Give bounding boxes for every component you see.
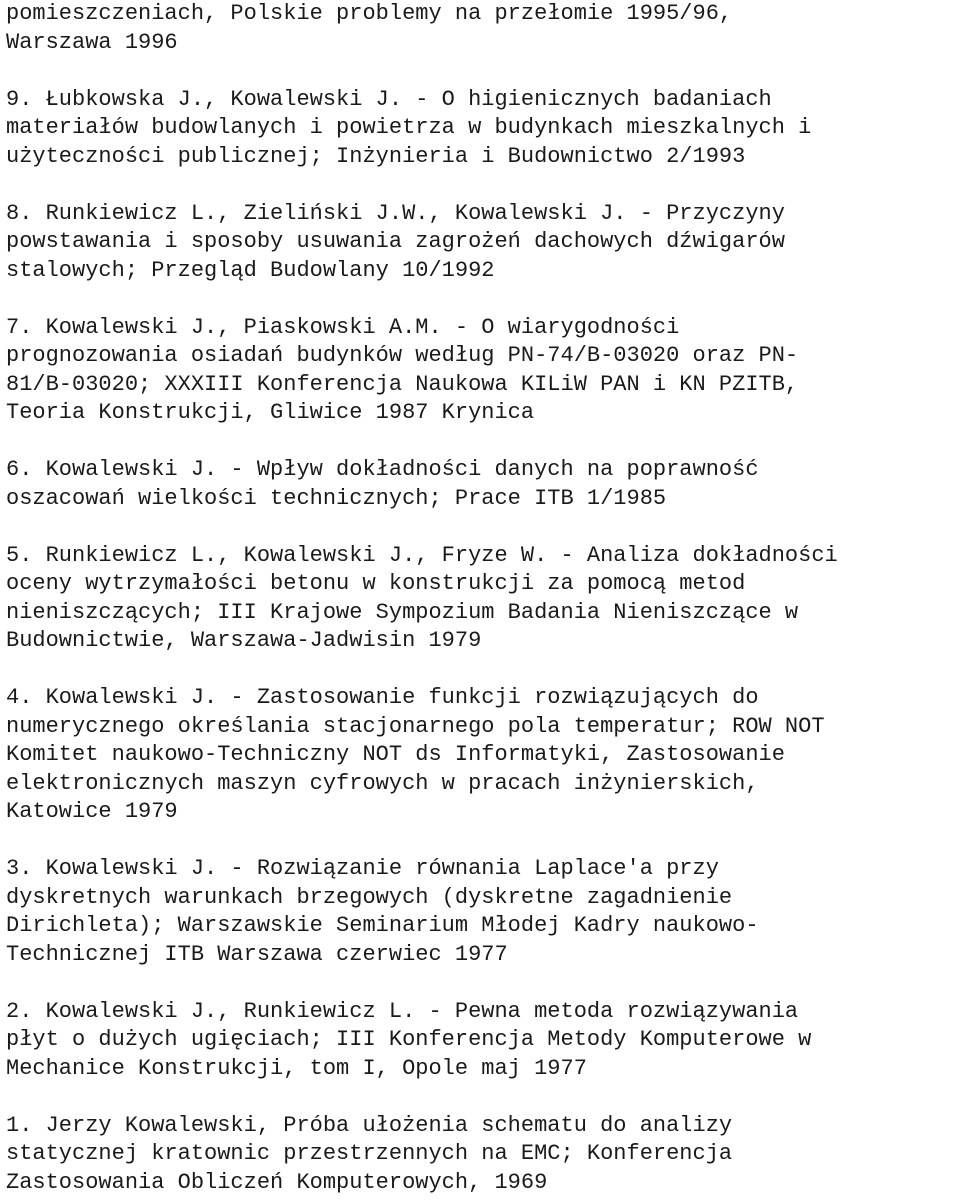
reference-line: Zastosowania Obliczeń Komputerowych, 1969 xyxy=(6,1169,548,1195)
reference-entry-9 xyxy=(6,86,958,172)
reference-line: Dirichleta); Warszawskie Seminarium Młodej Kadry naukowo- xyxy=(6,913,759,938)
reference-line: 3. Kowalewski J. - Rozwiązanie równania Laplace'a przy xyxy=(6,856,719,881)
entry-spacer xyxy=(6,428,958,457)
reference-line: elektronicznych maszyn cyfrowych w pracach inżynierskich, xyxy=(6,770,759,796)
reference-line: statycznej kratownic przestrzennych na EMC; Konferencja xyxy=(6,1141,733,1166)
reference-line: Budownictwie, Warszawa-Jadwisin 1979 xyxy=(6,628,482,653)
reference-line: 4. Kowalewski J. - Zastosowanie funkcji rozwiązujących do xyxy=(6,685,759,710)
entry-spacer xyxy=(6,969,958,998)
reference-line: użyteczności publicznej; Inżynieria i Budownictwo 2/1993 xyxy=(6,143,746,169)
reference-entry-continued xyxy=(6,0,958,57)
entry-spacer xyxy=(6,656,958,685)
entry-spacer xyxy=(6,57,958,86)
reference-line: 81/B-03020; XXXIII Konferencja Naukowa KILiW PAN i KN PZITB, xyxy=(6,371,799,397)
reference-line: dyskretnych warunkach brzegowych (dyskretne zagadnienie xyxy=(6,884,733,910)
reference-line: płyt o dużych ugięciach; III Konferencja Metody Komputerowe w xyxy=(6,1027,812,1052)
reference-line: numerycznego określania stacjonarnego pola temperatur; ROW NOT xyxy=(6,713,825,739)
reference-entry-6 xyxy=(6,456,958,513)
reference-line: powstawania i sposoby usuwania zagrożeń dachowych dźwigarów xyxy=(6,229,785,254)
reference-line: pomieszczeniach, Polskie problemy na przełomie 1995/96, xyxy=(6,1,733,26)
bibliography-page xyxy=(6,0,958,1197)
entry-spacer xyxy=(6,1083,958,1112)
reference-line: 9. Łubkowska J., Kowalewski J. - O higienicznych badaniach xyxy=(6,86,772,112)
entry-spacer xyxy=(6,171,958,200)
reference-line: oceny wytrzymałości betonu w konstrukcji za pomocą metod xyxy=(6,571,746,596)
entry-spacer xyxy=(6,827,958,856)
reference-entry-5 xyxy=(6,542,958,656)
reference-line: Mechanice Konstrukcji, tom I, Opole maj 1977 xyxy=(6,1055,587,1081)
reference-line: 6. Kowalewski J. - Wpływ dokładności danych na poprawność xyxy=(6,457,759,482)
reference-entry-7 xyxy=(6,314,958,428)
entry-spacer xyxy=(6,285,958,314)
reference-line: stalowych; Przegląd Budowlany 10/1992 xyxy=(6,257,495,283)
reference-line: 2. Kowalewski J., Runkiewicz L. - Pewna metoda rozwiązywania xyxy=(6,998,799,1024)
reference-line: 5. Runkiewicz L., Kowalewski J., Fryze W. - Analiza dokładności xyxy=(6,542,838,568)
reference-line: 7. Kowalewski J., Piaskowski A.M. - O wiarygodności xyxy=(6,314,680,340)
reference-line: materiałów budowlanych i powietrza w budynkach mieszkalnych i xyxy=(6,115,812,140)
reference-entry-4 xyxy=(6,684,958,827)
reference-line: Teoria Konstrukcji, Gliwice 1987 Krynica xyxy=(6,400,535,425)
reference-entry-1 xyxy=(6,1112,958,1198)
reference-line: nieniszczących; III Krajowe Sympozium Badania Nieniszczące w xyxy=(6,599,799,625)
reference-line: 1. Jerzy Kowalewski, Próba ułożenia schematu do analizy xyxy=(6,1112,733,1138)
entry-spacer xyxy=(6,513,958,542)
reference-line: Warszawa 1996 xyxy=(6,29,178,55)
reference-entry-8 xyxy=(6,200,958,286)
reference-line: Technicznej ITB Warszawa czerwiec 1977 xyxy=(6,941,508,967)
reference-line: prognozowania osiadań budynków według PN-74/B-03020 oraz PN- xyxy=(6,343,799,368)
reference-line: 8. Runkiewicz L., Zieliński J.W., Kowalewski J. - Przyczyny xyxy=(6,200,785,226)
reference-line: Komitet naukowo-Techniczny NOT ds Informatyki, Zastosowanie xyxy=(6,742,785,767)
reference-entry-2 xyxy=(6,998,958,1084)
reference-entry-3 xyxy=(6,855,958,969)
reference-line: oszacowań wielkości technicznych; Prace ITB 1/1985 xyxy=(6,485,667,511)
reference-line: Katowice 1979 xyxy=(6,799,178,824)
